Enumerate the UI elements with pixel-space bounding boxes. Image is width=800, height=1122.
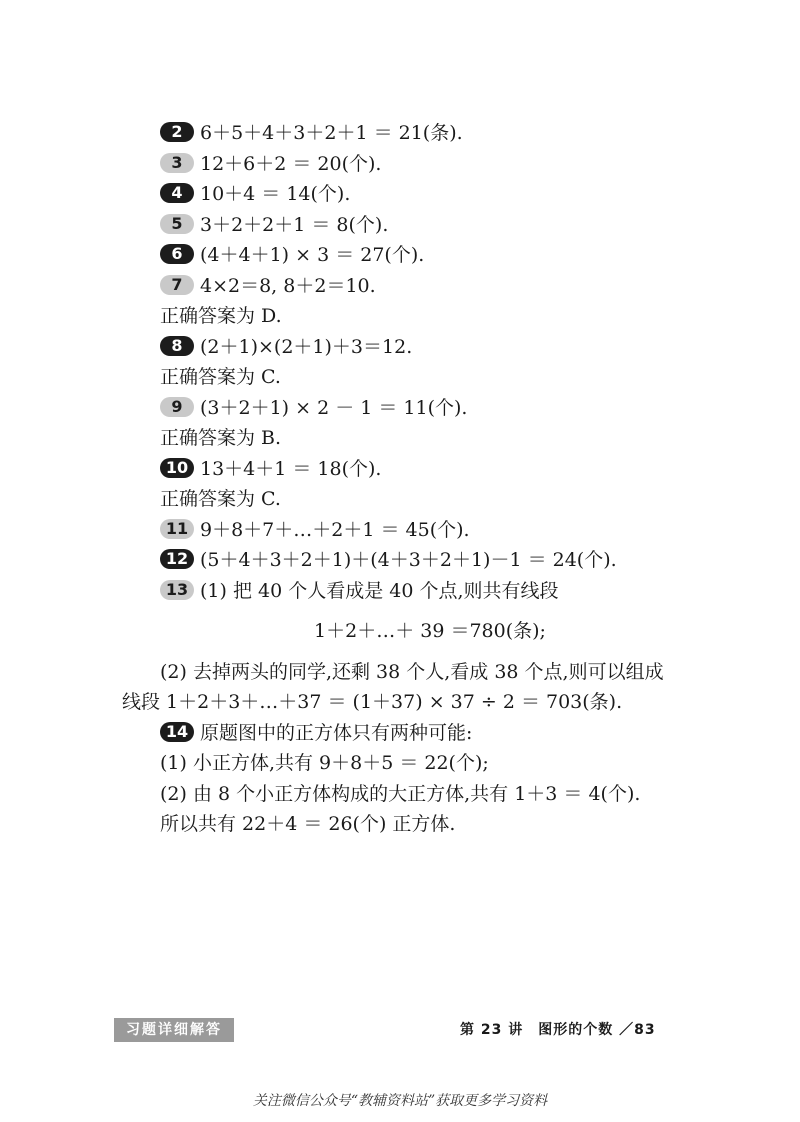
answer-content — [122, 118, 720, 840]
paragraph-line: (2) 去掉两头的同学,还剩 38 个人,看成 38 个点,则可以组成 — [160, 660, 664, 683]
answer-line — [160, 718, 720, 749]
question-number-badge: 12 — [160, 549, 194, 569]
answer-text: 9＋8＋7＋…＋2＋1 ＝ 45(个). — [200, 518, 470, 541]
question-number-badge: 2 — [160, 122, 194, 142]
question-number-badge: 11 — [160, 519, 194, 539]
question-number-badge: 5 — [160, 214, 194, 234]
watermark-text: 关注微信公众号“教辅资料站”获取更多学习资料 — [252, 1093, 548, 1109]
answer-text: (4＋4＋1) × 3 ＝ 27(个). — [200, 244, 425, 266]
answer-line — [160, 210, 720, 241]
question-number-badge: 3 — [160, 153, 194, 173]
answer-text: 正确答案为 D. — [160, 305, 282, 327]
answer-text: (1) 把 40 个人看成是 40 个点,则共有线段 — [200, 579, 559, 602]
answer-line — [160, 332, 720, 363]
answer-line — [160, 240, 720, 271]
answer-line: (1) 小正方体,共有 9＋8＋5 ＝ 22(个); — [160, 752, 489, 774]
answer-line — [160, 484, 720, 515]
answer-line — [160, 423, 720, 454]
answer-line: 所以共有 22＋4 ＝ 26(个) 正方体. — [160, 813, 456, 835]
answer-line — [160, 362, 720, 393]
answer-text: 6＋5＋4＋3＋2＋1 ＝ 21(条). — [200, 122, 463, 144]
question-number-badge: 7 — [160, 275, 194, 295]
answer-line — [160, 118, 720, 149]
paragraph-line: 线段 1＋2＋3＋…＋37 ＝ (1＋37) × 37 ÷ 2 ＝ 703(条). — [122, 691, 623, 713]
answer-text: 12＋6＋2 ＝ 20(个). — [200, 152, 382, 175]
answer-line — [160, 545, 720, 576]
question-number-badge: 14 — [160, 722, 194, 742]
section-label: 习题详细解答 — [114, 1018, 234, 1042]
answer-line — [160, 301, 720, 332]
answer-text: 原题图中的正方体只有两种可能: — [200, 721, 473, 744]
answer-text: (3＋2＋1) × 2 － 1 ＝ 11(个). — [200, 396, 468, 419]
answer-line — [160, 271, 720, 302]
answer-line: (2) 由 8 个小正方体构成的大正方体,共有 1＋3 ＝ 4(个). — [160, 782, 641, 805]
answer-line — [160, 149, 720, 180]
question-number-badge: 13 — [160, 580, 194, 600]
answer-line — [160, 179, 720, 210]
formula-line: 1＋2＋…＋ 39 ＝780(条); — [314, 620, 546, 642]
answer-text: 正确答案为 C. — [160, 488, 281, 510]
question-number-badge: 4 — [160, 183, 194, 203]
answer-text: 4×2＝8, 8＋2＝10. — [200, 274, 376, 297]
answer-text: 正确答案为 B. — [160, 427, 282, 449]
chapter-page-label: 第 23 讲 图形的个数 ／83 — [460, 1022, 656, 1038]
answer-line — [160, 393, 720, 424]
answer-line — [160, 576, 720, 607]
answer-text: 正确答案为 C. — [160, 366, 281, 388]
answer-text: 10＋4 ＝ 14(个). — [200, 183, 351, 205]
question-number-badge: 6 — [160, 244, 194, 264]
question-number-badge: 8 — [160, 336, 194, 356]
question-number-badge: 9 — [160, 397, 194, 417]
answer-line — [160, 515, 720, 546]
answer-text: 13＋4＋1 ＝ 18(个). — [200, 457, 382, 480]
answer-text: (5＋4＋3＋2＋1)＋(4＋3＋2＋1)－1 ＝ 24(个). — [200, 549, 617, 571]
answer-line — [160, 454, 720, 485]
answer-text: 3＋2＋2＋1 ＝ 8(个). — [200, 213, 389, 236]
answer-text: (2＋1)×(2＋1)＋3＝12. — [200, 335, 413, 358]
question-number-badge: 10 — [160, 458, 194, 478]
